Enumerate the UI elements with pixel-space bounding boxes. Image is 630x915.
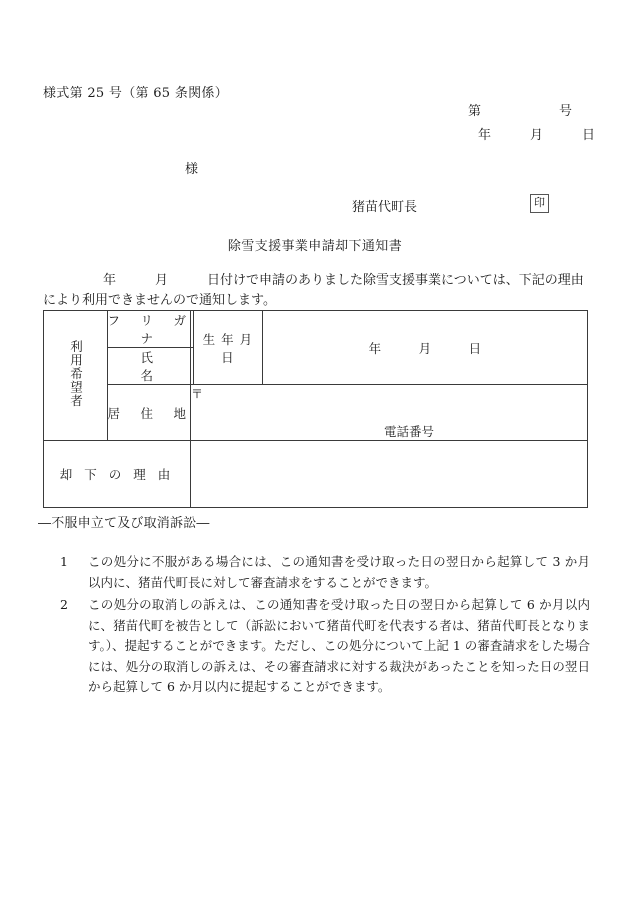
table-row-furigana: [44, 311, 588, 348]
applicant-column-header: [44, 311, 108, 441]
page-title: 除雪支援事業申請却下通知書: [227, 239, 403, 254]
seal-stamp-icon: 印: [530, 194, 549, 213]
name-label: 氏 名: [107, 348, 191, 385]
form-number: 様式第 25 号（第 65 条関係）: [43, 86, 229, 101]
list-item-text: この処分の取消しの訴えは、この通知書を受け取った日の翌日から起算して 6 か月以内に、猪苗代町を被告として（訴訟において猪苗代町を代表する者は、猪苗代町長となります。）、提起することができます。ただし、この処分について上記 1 の審査請求をした場合には、処分の取消しの訴えは、その審査請求に対する裁決があったことを知った日の翌日から起算して 6 か月以内に提起することができます。: [88, 597, 590, 694]
reason-input[interactable]: [191, 441, 588, 508]
document-date-field: 年 月 日: [478, 128, 596, 143]
table-row-address: [44, 385, 588, 441]
list-item: [60, 595, 590, 698]
appeal-section-heading: ―不服申立て及び取消訴訟―: [38, 516, 210, 531]
address-label: 居 住 地: [107, 385, 191, 441]
telephone-label: 電話番号: [384, 424, 435, 439]
table-row-reason: [44, 441, 588, 508]
dob-label: 生 年 月 日: [193, 311, 262, 385]
list-item: [60, 552, 590, 593]
document-number-field: 第 号: [468, 104, 573, 119]
furigana-label: フ リ ガ ナ: [107, 311, 191, 348]
postal-code-icon: 〒: [191, 387, 204, 401]
issuer-name: 猪苗代町長: [352, 200, 418, 215]
intro-paragraph: 年 月 日付けで申請のありました除雪支援事業については、下記の理由により利用できませんので通知します。: [43, 273, 584, 308]
applicant-column-label: 利用希望者: [68, 339, 84, 408]
appeal-items-list: [60, 552, 590, 700]
list-item-number: 1: [60, 554, 68, 569]
applicant-details-table: [43, 310, 588, 508]
dob-input[interactable]: 年 月 日: [262, 311, 587, 385]
reason-label: 却 下 の 理 由: [44, 441, 191, 508]
address-input[interactable]: [191, 385, 588, 441]
addressee-line: 様: [185, 162, 199, 177]
list-item-number: 2: [60, 597, 68, 612]
list-item-text: この処分に不服がある場合には、この通知書を受け取った日の翌日から起算して 3 か月以内に、猪苗代町長に対して審査請求をすることができます。: [88, 554, 590, 590]
